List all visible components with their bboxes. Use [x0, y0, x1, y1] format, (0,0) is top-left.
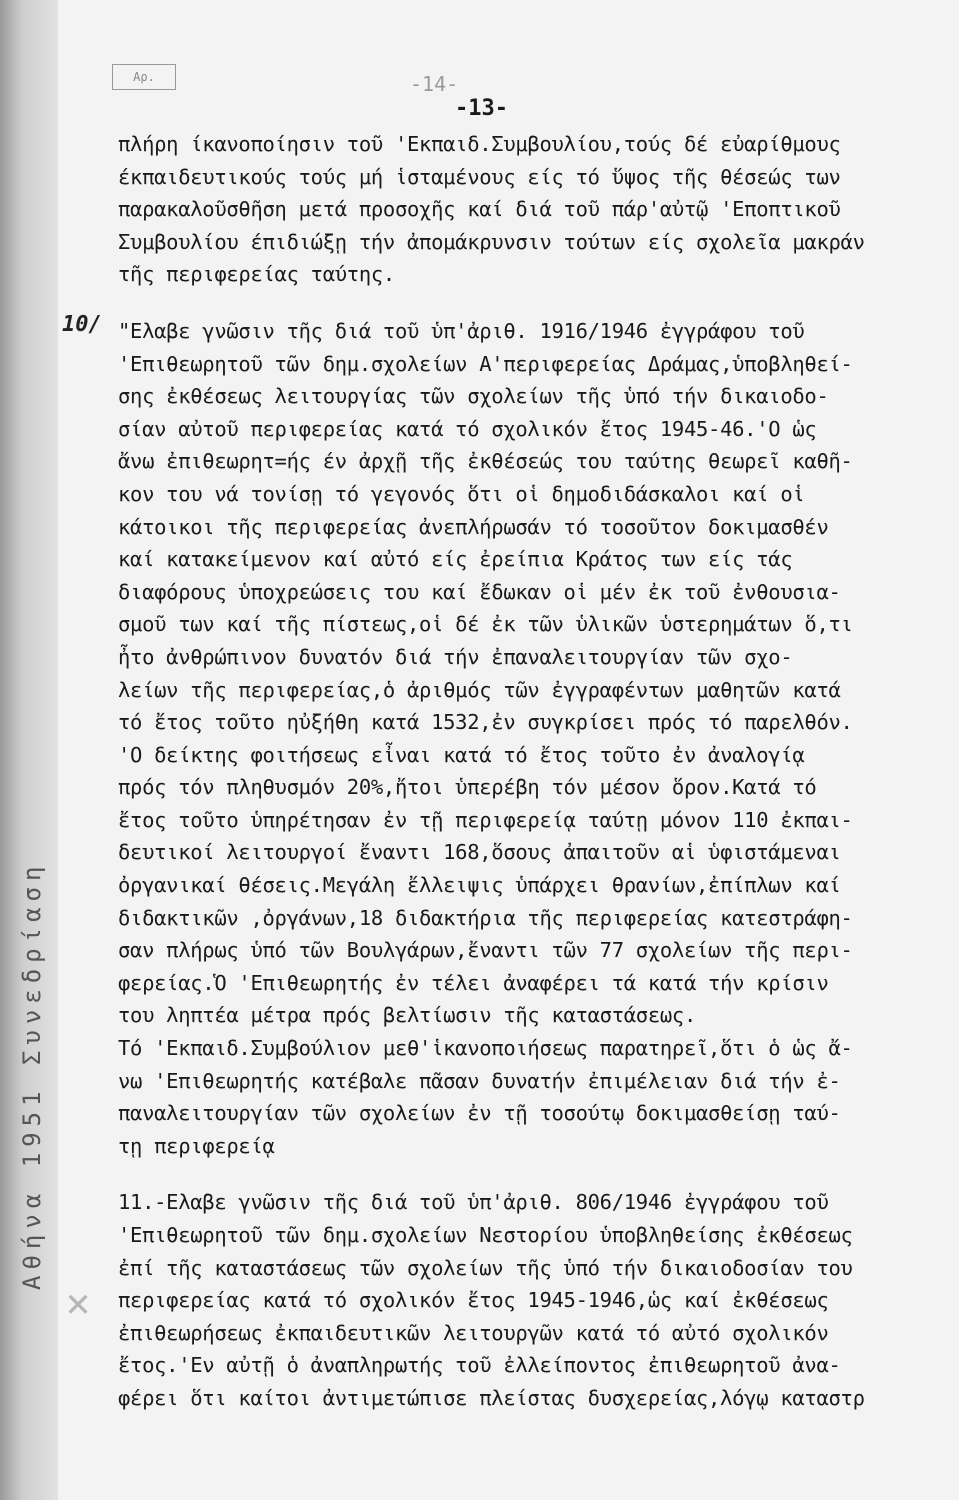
text-line: τῃ περιφερείᾳ: [118, 1133, 275, 1158]
text-line: σης ἐκθέσεως λειτουργίας τῶν σχολείων τῆς ὑπό τήν δικαιοδο-: [118, 384, 829, 409]
text-line: κον του νά τονίσῃ τό γεγονός ὅτι οἱ δημοδιδάσκαλοι καί οἱ: [118, 481, 805, 506]
text-line: σμοῦ των καί τῆς πίστεως,οἱ δέ ἐκ τῶν ὑλικῶν ὑστερημάτων ὅ,τι: [118, 612, 853, 637]
margin-x-mark: ✕: [66, 1280, 91, 1326]
text-line: ἄνω ἐπιθεωρητ=ής έν ἀρχῇ τῆς ἐκθέσεώς του ταύτης θεωρεῖ καθῆ-: [118, 449, 853, 474]
margin-vertical-text: Αθήνα 1951 Συνεδρίαση: [18, 860, 46, 1290]
text-line: φερείας.Ὁ 'Επιθεωρητής ἐν τέλει ἀναφέρει τά κατά τήν κρίσιν: [118, 970, 829, 995]
text-line: παρακαλοῦσθῆση μετά προσοχῆς καί διά τοῦ πάρ'αὐτῷ 'Εποπτικοῦ: [118, 197, 841, 222]
text-line: του ληπτέα μέτρα πρός βελτίωσιν τῆς καταστάσεως.: [118, 1003, 697, 1028]
text-line: σαν πλήρως ὑπό τῶν Βουλγάρων,ἔναντι τῶν 77 σχολείων τῆς περι-: [118, 938, 853, 963]
text-line: περιφερείας κατά τό σχολικόν ἔτος 1945-1946,ὡς καί ἐκθέσεως: [118, 1288, 829, 1313]
text-line: καί κατακείμενον καί αὐτό είς ἐρείπια Κράτος των είς τάς: [118, 547, 793, 572]
text-line: ἦτο ἀνθρώπινον δυνατόν διά τήν ἐπαναλειτουργίαν τῶν σχο-: [118, 644, 793, 669]
text-line: 'Επιθεωρητοῦ τῶν δημ.σχολείων Νεστορίου ὑποβληθείσης ἐκθέσεως: [118, 1223, 853, 1247]
stamp: Αρ.: [112, 64, 176, 90]
text-line: διαφόρους ὑποχρεώσεις του καί ἔδωκαν οἱ μέν ἐκ τοῦ ἐνθουσια-: [118, 579, 841, 604]
typed-text-body: [118, 128, 918, 1415]
page-number: -13-: [455, 96, 508, 121]
text-line: έκπαιδευτικούς τούς μή ἱσταμένους είς τό ὕψος τῆς θέσεώς των: [118, 164, 841, 189]
paragraph-gap: [118, 291, 918, 315]
text-line: πλήρη ίκανοποίησιν τοῦ 'Εκπαιδ.Συμβουλίου,τούς δέ εὐαρίθμους: [118, 132, 841, 156]
text-line: ἔτος τοῦτο ὑπηρέτησαν ἐν τῇ περιφερείᾳ ταύτῃ μόνον 110 ἐκπαι-: [118, 807, 853, 832]
text-line: δευτικοί λειτουργοί ἔναντι 168,ὅσους ἀπαιτοῦν αἱ ὑφιστάμεναι: [118, 840, 841, 865]
text-line: ἐπί τῆς καταστάσεως τῶν σχολείων τῆς ὑπό τήν δικαιοδοσίαν του: [118, 1255, 853, 1280]
text-line: Τό 'Εκπαιδ.Συμβούλιον μεθ'ἱκανοποιήσεως παρατηρεῖ,ὅτι ὁ ὡς ἄ-: [118, 1036, 853, 1061]
text-line: νω 'Επιθεωρητής κατέβαλε πᾶσαν δυνατήν ἐπιμέλειαν διά τήν ἐ-: [118, 1068, 841, 1093]
text-line: Συμβουλίου έπιδιώξῃ τήν ἀπομάκρυνσιν τούτων είς σχολεῖα μακράν: [118, 229, 865, 254]
text-line: φέρει ὅτι καίτοι ἀντιμετώπισε πλείστας δυσχερείας,λόγῳ καταστρ: [118, 1385, 865, 1410]
text-line: παναλειτουργίαν τῶν σχολείων ἐν τῇ τοσούτῳ δοκιμασθείσῃ ταύ-: [118, 1101, 841, 1126]
text-line: τό ἔτος τοῦτο ηὐξήθη κατά 1532,ἐν συγκρίσει πρός τό παρελθόν.: [118, 710, 853, 735]
text-line: τῆς περιφερείας ταύτης.: [118, 262, 395, 287]
paragraph-number-marker: 10/: [62, 312, 102, 337]
paragraph-gap: [118, 1162, 918, 1186]
text-line: 'Επιθεωρητοῦ τῶν δημ.σχολείων Α'περιφερείας Δράμας,ὑποβληθεί-: [118, 351, 853, 376]
text-line: 11.-Ελαβε γνῶσιν τῆς διά τοῦ ὑπ'ἀριθ. 806/1946 ἐγγράφου τοῦ: [118, 1190, 829, 1215]
text-line: ὀργανικαί θέσεις.Μεγάλη ἔλλειψις ὑπάρχει θρανίων,ἐπίπλων καί: [118, 873, 841, 898]
text-line: 'Ο δείκτης φοιτήσεως εἶναι κατά τό ἔτος τοῦτο ἐν ἀναλογίᾳ: [118, 742, 805, 767]
text-line: πρός τόν πληθυσμόν 20%,ἤτοι ὑπερέβη τόν μέσον ὅρον.Κατά τό: [118, 775, 817, 800]
text-line: "Ελαβε γνῶσιν τῆς διά τοῦ ὑπ'ἀριθ. 1916/1946 ἐγγράφου τοῦ: [118, 318, 805, 343]
text-line: λείων τῆς περιφερείας,ὁ ἀριθμός τῶν ἐγγραφέντων μαθητῶν κατά: [118, 677, 841, 702]
text-line: κάτοικοι τῆς περιφερείας ἀνεπλήρωσάν τό τοσοῦτον δοκιμασθέν: [118, 514, 829, 539]
page-number-bleedthrough: -14-: [410, 72, 459, 96]
text-line: ἔτος.'Εν αὐτῇ ὁ ἀναπληρωτής τοῦ ἐλλείποντος ἐπιθεωρητοῦ ἀνα-: [118, 1353, 841, 1378]
text-line: ἐπιθεωρήσεως ἐκπαιδευτικῶν λειτουργῶν κατά τό αὐτό σχολικόν: [118, 1320, 829, 1345]
text-line: σίαν αὐτοῦ περιφερείας κατά τό σχολικόν ἔτος 1945-46.'Ο ὡς: [118, 416, 817, 441]
text-line: διδακτικῶν ,ὀργάνων,18 διδακτήρια τῆς περιφερείας κατεστράφη-: [118, 905, 853, 930]
